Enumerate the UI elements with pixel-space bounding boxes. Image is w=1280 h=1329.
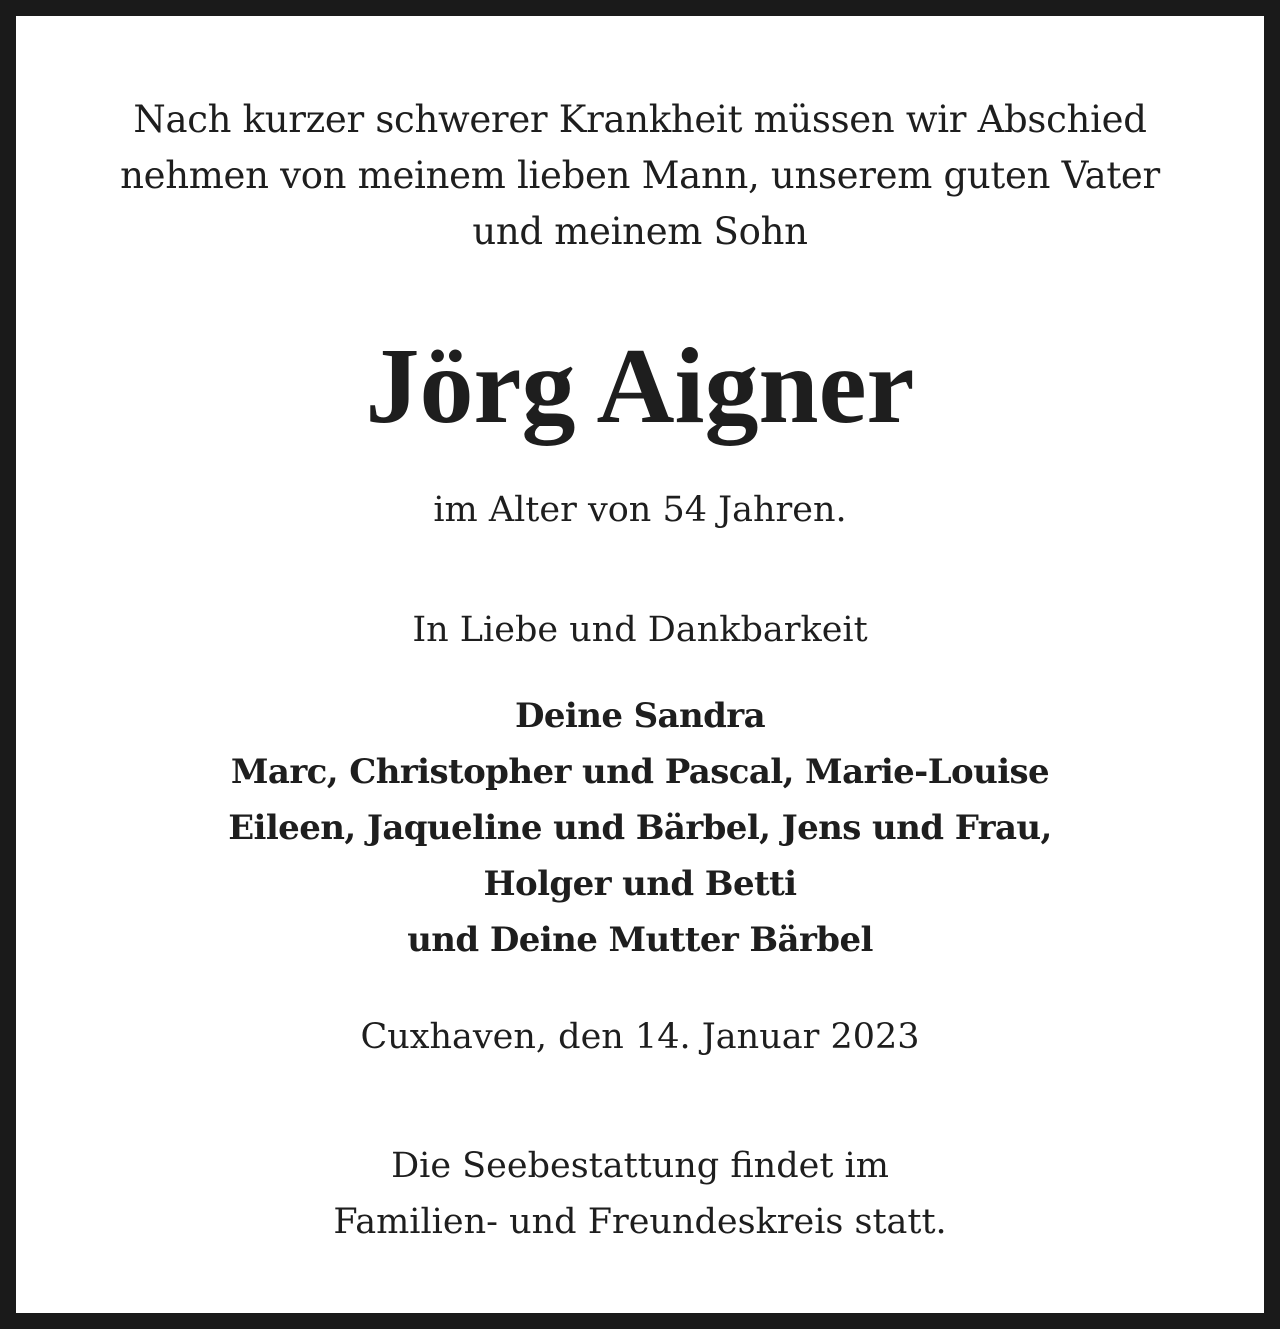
- signer-line: Marc, Christopher und Pascal, Marie-Louise: [230, 752, 1050, 792]
- signer-line: Deine Sandra: [514, 696, 766, 736]
- signer-line: Eileen, Jaqueline und Bärbel, Jens und Frau,: [228, 808, 1052, 848]
- age-text: im Alter von 54 Jahren.: [433, 490, 847, 530]
- place-date: Cuxhaven, den 14. Januar 2023: [360, 1017, 920, 1057]
- intro-text: [16, 92, 1264, 260]
- intro-line-3: und meinem Sohn: [472, 210, 808, 253]
- burial-info: [16, 1138, 1264, 1250]
- intro-line-1: Nach kurzer schwerer Krankheit müssen wir Abschied: [133, 98, 1147, 141]
- burial-line-2: Familien- und Freundeskreis statt.: [333, 1202, 947, 1242]
- closing-phrase: In Liebe und Dankbarkeit: [412, 610, 868, 650]
- deceased-name: Jörg Aigner: [365, 327, 915, 446]
- burial-line-1: Die Seebestattung findet im: [391, 1146, 889, 1186]
- signers-list: [16, 688, 1264, 968]
- intro-line-2: nehmen von meinem lieben Mann, unserem guten Vater: [120, 154, 1160, 197]
- signer-line: Holger und Betti: [483, 864, 797, 904]
- signer-line: und Deine Mutter Bärbel: [407, 920, 873, 960]
